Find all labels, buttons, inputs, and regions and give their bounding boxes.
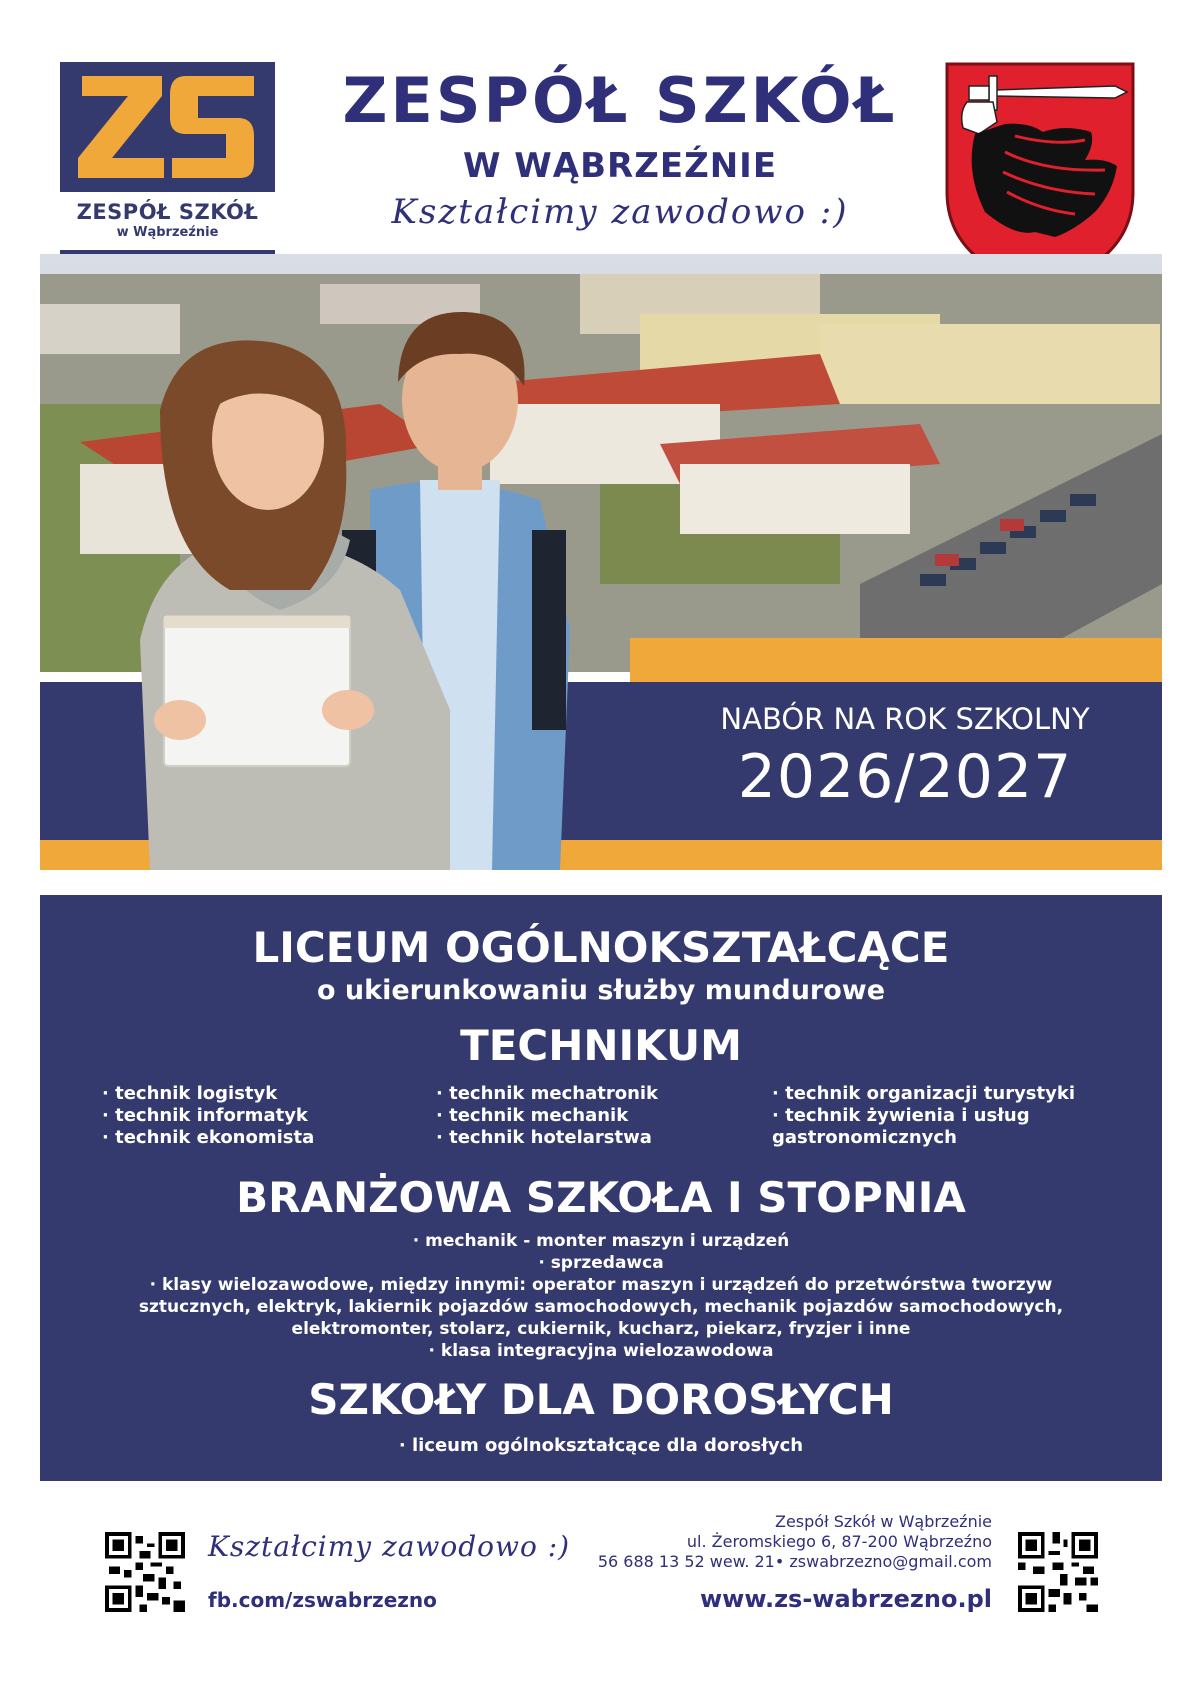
branzowa-line: · mechanik - monter maszyn i urządzeń xyxy=(412,1231,790,1251)
recruitment-year: 2026/2027 xyxy=(737,742,1073,812)
offer-panel xyxy=(40,895,1162,1481)
branzowa-line: elektromonter, stolarz, cukiernik, kucharz, piekarz, fryzjer i inne xyxy=(291,1319,911,1339)
contact-line: 56 688 13 52 wew. 21• zswabrzezno@gmail.com xyxy=(597,1552,992,1571)
header-slogan: Kształcimy zawodowo :) xyxy=(391,192,849,232)
list-item: · technik informatyk xyxy=(102,1105,308,1126)
list-item: · technik mechanik xyxy=(436,1105,629,1126)
branzowa-line: · sprzedawca xyxy=(538,1253,664,1273)
branzowa-line: · klasy wielozawodowe, między innymi: operator maszyn i urządzeń do przetwórstwa tworzyw xyxy=(149,1275,1053,1295)
list-item: · technik żywienia i usług xyxy=(772,1105,1030,1126)
qr-code-icon[interactable] xyxy=(105,1532,185,1612)
students-photo xyxy=(120,290,680,870)
logo-name: ZESPÓŁ SZKÓŁ xyxy=(76,200,259,224)
technikum-title: TECHNIKUM xyxy=(460,1021,742,1070)
address-line: ul. Żeromskiego 6, 87-200 Wąbrzeźno xyxy=(686,1532,992,1551)
list-item: · technik hotelarstwa xyxy=(436,1127,652,1148)
logo-city: w Wąbrzeźnie xyxy=(116,225,219,240)
logo-zs-mark xyxy=(74,62,261,190)
dorosli-line: · liceum ogólnokształcące dla dorosłych xyxy=(398,1435,804,1456)
list-item: · technik mechatronik xyxy=(436,1083,659,1104)
list-item: gastronomicznych xyxy=(772,1127,957,1148)
liceum-subtitle: o ukierunkowaniu służby mundurowe xyxy=(316,975,886,1006)
page-subtitle: W WĄBRZEŹNIE xyxy=(462,146,778,186)
dorosli-title: SZKOŁY DLA DOROSŁYCH xyxy=(308,1375,894,1424)
branzowa-title: BRANŻOWA SZKOŁA I STOPNIA xyxy=(236,1173,966,1222)
technikum-column-3 xyxy=(772,1083,1075,1149)
branzowa-line: sztucznych, elektryk, lakiernik pojazdów samochodowych, mechanik pojazdów samochodowych, xyxy=(138,1297,1064,1317)
technikum-column-2 xyxy=(436,1083,658,1149)
list-item: · technik organizacji turystyki xyxy=(772,1083,1076,1104)
liceum-title: LICEUM OGÓLNOKSZTAŁCĄCE xyxy=(252,923,950,972)
orange-accent-band xyxy=(630,638,1162,682)
website-link[interactable]: www.zs-wabrzezno.pl xyxy=(699,1585,992,1613)
address-line: Zespół Szkół w Wąbrzeźnie xyxy=(775,1512,992,1531)
qr-code-icon[interactable] xyxy=(1018,1532,1098,1612)
page-title: ZESPÓŁ SZKÓŁ xyxy=(342,64,898,137)
school-logo xyxy=(60,62,275,280)
technikum-column-1 xyxy=(102,1083,314,1149)
list-item: · technik logistyk xyxy=(102,1083,278,1104)
facebook-link[interactable]: fb.com/zswabrzezno xyxy=(208,1588,437,1612)
recruitment-label: NABÓR NA ROK SZKOLNY xyxy=(720,702,1090,736)
footer-slogan: Kształcimy zawodowo :) xyxy=(208,1530,571,1563)
list-item: · technik ekonomista xyxy=(102,1127,315,1148)
school-address xyxy=(540,1512,992,1572)
branzowa-line: · klasa integracyjna wielozawodowa xyxy=(428,1341,774,1361)
